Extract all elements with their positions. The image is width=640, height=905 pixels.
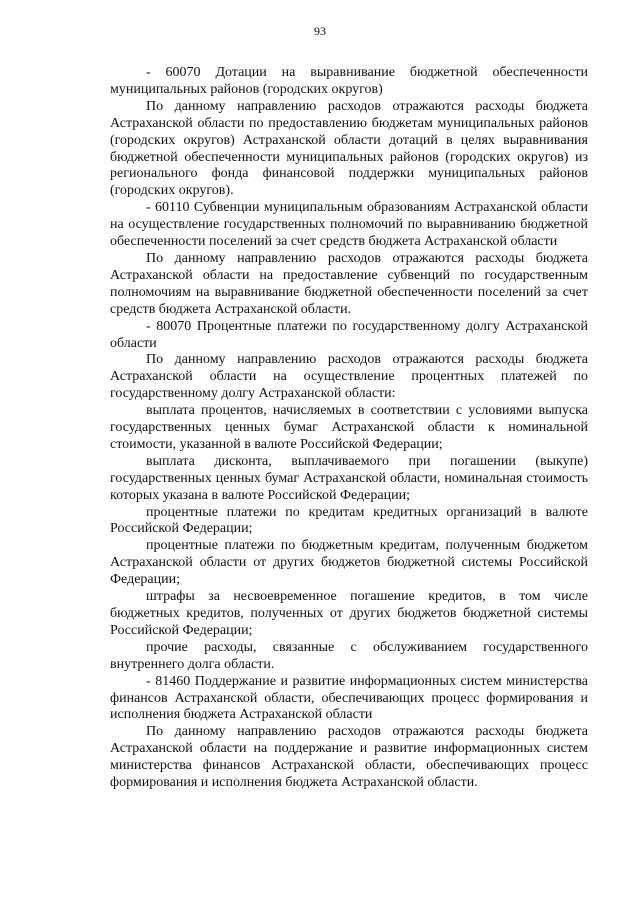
- paragraph-81460-heading: - 81460 Поддержание и развитие информационных систем министерства финансов Астраханской области, обеспечивающих процесс формирования и исполнения бюджета Астраханской области: [110, 673, 588, 723]
- paragraph-60110-description: По данному направлению расходов отражаются расходы бюджета Астраханской области на предоставление субвенций по государственным полномочиям на выравнивание бюджетной обеспеченности поселений за счет средств бюджета Астраханской области.: [110, 250, 588, 317]
- list-item-penalties: штрафы за несвоевременное погашение кредитов, в том числе бюджетных кредитов, полученных от других бюджетов бюджетной системы Российской Федерации;: [110, 589, 588, 638]
- paragraph-60110-heading: - 60110 Субвенции муниципальным образованиям Астраханской области на осуществление государственных полномочий по выравниванию бюджетной обеспеченности поселений за счет средств бюджета Астраханской области: [110, 200, 588, 250]
- list-item-discount-payments: выплата дисконта, выплачиваемого при погашении (выкупе) государственных ценных бумаг Астраханской области, номинальная стоимость которых указана в валюте Российской Федерации;: [110, 453, 588, 503]
- list-item-budget-credit-interest: процентные платежи по бюджетным кредитам, полученным бюджетом Астраханской области от других бюджетов бюджетной системы Российской Федерации;: [110, 538, 588, 588]
- list-item-other-expenses: прочие расходы, связанные с обслуживанием государственного внутреннего долга области.: [110, 639, 588, 672]
- paragraph-80070-heading: - 80070 Процентные платежи по государственному долгу Астраханской области: [110, 318, 588, 351]
- paragraph-80070-description: По данному направлению расходов отражаются расходы бюджета Астраханской области на осуществление процентных платежей по государственному долгу Астраханской области:: [110, 352, 588, 402]
- paragraph-60070-description: По данному направлению расходов отражаются расходы бюджета Астраханской области по предоставлению бюджетам муниципальных районов (городских округов) Астраханской области дотаций в целях выравнивания бюджетной обеспеченности муниципальных районов (городских округов) из регионального фонда финансовой поддержки муниципальных районов (городских округов).: [110, 98, 588, 199]
- paragraph-60070-heading: - 60070 Дотации на выравнивание бюджетной обеспеченности муниципальных районов (городских округов): [110, 65, 588, 97]
- page-number: 93: [314, 24, 326, 38]
- paragraph-81460-description: По данному направлению расходов отражаются расходы бюджета Астраханской области на поддержание и развитие информационных систем министерства финансов Астраханской области, обеспечивающих процесс формирования и исполнения бюджета Астраханской области.: [110, 724, 588, 791]
- list-item-interest-payments: выплата процентов, начисляемых в соответствии с условиями выпуска государственных ценных бумаг Астраханской области к номинальной стоимости, указанной в валюте Российской Федерации;: [110, 403, 588, 452]
- document-body: [110, 65, 588, 792]
- list-item-bank-credit-interest: процентные платежи по кредитам кредитных организаций в валюте Российской Федерации;: [110, 504, 588, 537]
